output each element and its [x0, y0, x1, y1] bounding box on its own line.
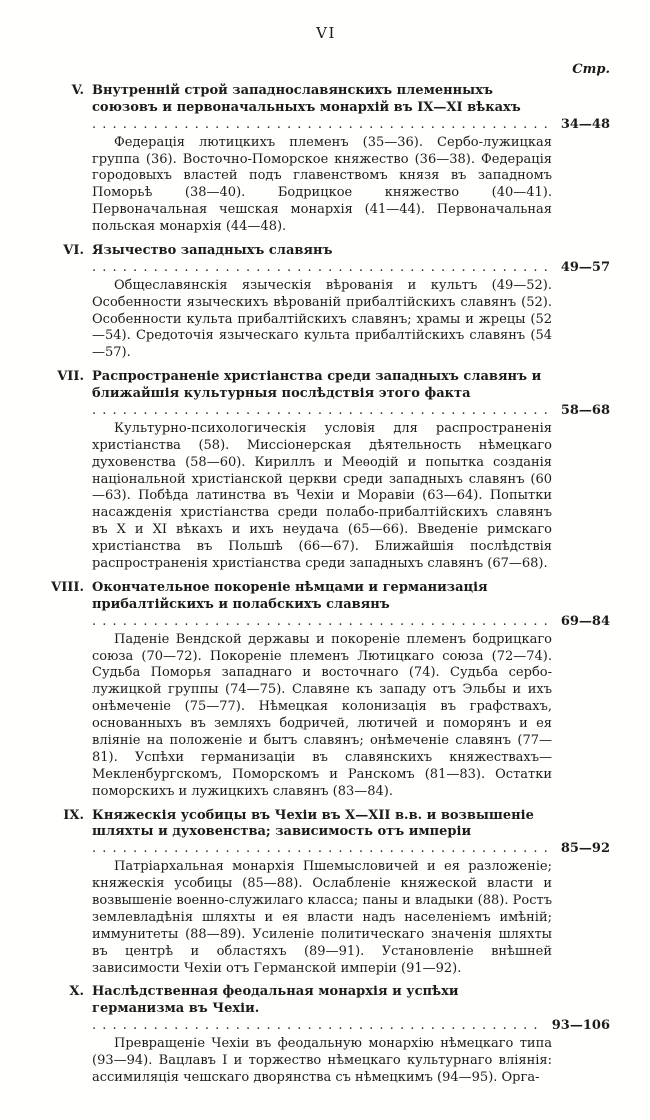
entry-heading — [42, 984, 610, 1035]
entry-heading — [42, 83, 610, 134]
dot-leader — [92, 841, 610, 856]
entry-title: Наслѣдственная феодальная монархія и успѣхи германизма въ Чехіи. — [92, 984, 459, 1017]
entry-number: IX. — [63, 807, 84, 823]
dot-leader — [92, 260, 610, 275]
dot-leader — [92, 614, 610, 629]
entry-page-range: 93—106 — [540, 1018, 610, 1035]
entry-number: V. — [71, 83, 84, 98]
entry-description: Культурно-психологическія условія для распространенія христіанства (58). Миссіонерская дѣятельность нѣмецкаго духовенства (58—60). Кириллъ и Меѳодій и попытка созданія національной христіанской церкви среди западныхъ славянъ (60—63). Побѣда латинства въ Чехіи и Моравіи (63—64). Попытки насажденія христіанства среди полабо-прибалтійскихъ славянъ въ X и XI вѣкахъ и ихъ неудача (65—66). Введеніе римскаго христіанства въ Польшѣ (66—67). Ближайшія послѣдствія распространенія христіанства среди западныхъ славянъ (67—68). — [92, 420, 552, 572]
entry-page-range: 58—68 — [549, 403, 610, 420]
dot-leader — [92, 117, 610, 132]
entry-number: VI. — [63, 243, 84, 259]
entry-title: Распространеніе христіанства среди западныхъ славянъ и ближайшія культурныя послѣдствія этого факта — [92, 369, 542, 402]
page-folio: VI — [316, 24, 336, 42]
entry-heading — [42, 808, 610, 859]
entry-page-range: 49—57 — [549, 260, 610, 277]
toc-entry — [42, 808, 610, 978]
entry-title: Окончательное покореніе нѣмцами и германизація прибалтійскихъ и полабскихъ славянъ — [92, 579, 488, 612]
entry-page-range: 85—92 — [549, 841, 610, 858]
entry-description: Превращеніе Чехіи въ феодальную монархію нѣмецкаго типа (93—94). Вацлавъ I и торжество нѣмецкаго культурнаго вліянія: ассимиляція чешскаго дворянства съ нѣмецкимъ (94—95). Орга- — [92, 1036, 552, 1085]
entry-page-range: 34—48 — [549, 117, 610, 134]
entry-heading — [42, 243, 610, 277]
toc-entry — [42, 369, 610, 573]
entry-description: Паденіе Вендской державы и покореніе племенъ бодрицкаго союза (70—72). Покореніе племенъ Лютицкаго союза (72—74). Судьба Поморья западнаго и восточнаго (74). Судьба сербо-лужицкой группы (74—75). Славяне къ западу отъ Эльбы и ихъ онѣмеченіе (75—77). Нѣмецкая колонизація въ графствахъ, основанныхъ въ земляхъ бодричей, лютичей и поморянъ и ея вліяніе на положеніе и бытъ славянъ; онѣмеченіе славянъ (77—81). Успѣхи германизаціи въ славянскихъ княжествахъ—Мекленбургскомъ, Поморскомъ и Ранскомъ (81—83). Остатки поморскихъ и лужицкихъ славянъ (83—84). — [92, 631, 552, 799]
dot-leader — [92, 403, 610, 418]
entry-title: Внутренній строй западнославянскихъ племенныхъ союзовъ и первоначальныхъ монархій въ IX—XI вѣкахъ — [92, 83, 521, 115]
entry-number: VII. — [57, 369, 84, 385]
entry-title: Язычество западныхъ славянъ — [92, 243, 333, 259]
entry-title: Княжескія усобицы въ Чехіи въ X—XII в.в. и возвышеніе шляхты и духовенства; зависимость отъ имперіи — [92, 807, 534, 840]
toc-entry — [42, 83, 610, 236]
entry-heading — [42, 580, 610, 631]
entry-page-range: 69—84 — [549, 614, 610, 631]
entry-number: VIII. — [51, 579, 84, 595]
toc-entry — [42, 580, 610, 801]
entry-description: Общеславянскія языческія вѣрованія и культъ (49—52). Особенности языческихъ вѣрованій прибалтійскихъ славянъ (52). Особенности культа прибалтійскихъ славянъ; храмы и жрецы (52—54). Средоточія языческаго культа прибалтійскихъ славянъ (54—57). — [92, 277, 552, 361]
dot-leader — [92, 1018, 610, 1033]
toc-entry — [42, 243, 610, 362]
table-of-contents — [42, 83, 610, 1087]
entry-heading — [42, 369, 610, 420]
entry-number: X. — [69, 984, 84, 1000]
entry-description: Федерація лютицкихъ племенъ (35—36). Сербо-лужицкая группа (36). Восточно-Поморское княжество (36—38). Федерація городовыхъ властей подъ главенствомъ князя въ западномъ Поморьѣ (38—40). Бодрицкое княжество (40—41). Первоначальная чешская монархія (41—44). Первоначальная польская монархія (44—48). — [92, 134, 552, 235]
entry-description: Патріархальная монархія Пшемысловичей и ея разложеніе; княжескія усобицы (85—88). Ослабленіе княжеской власти и возвышеніе военно-служилаго класса; паны и владыки (88). Ростъ землевладѣнія шляхты и ея власти надъ населеніемъ имѣній; иммунитеты (88—89). Усиленіе политическаго значенія шляхты въ центрѣ и областяхъ (89—91). Установленіе внѣшней зависимости Чехіи отъ Германской имперіи (91—92). — [92, 859, 552, 976]
page-column-header: Стр. — [572, 62, 610, 77]
toc-entry — [42, 984, 610, 1086]
